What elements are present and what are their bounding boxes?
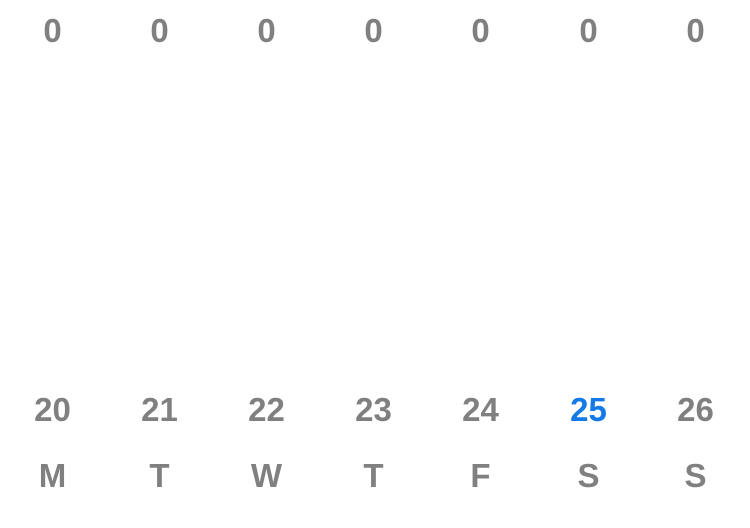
day-weekday: F: [470, 457, 491, 494]
day-date: 22: [248, 391, 285, 428]
day-date: 21: [141, 391, 178, 428]
day-count: 0: [471, 12, 490, 49]
day-weekday: T: [149, 457, 170, 494]
day-count: 0: [579, 12, 598, 49]
day-date: 20: [34, 391, 71, 428]
day-count: 0: [686, 12, 705, 49]
day-date: 26: [677, 391, 714, 428]
day-weekday: W: [250, 457, 283, 494]
day-column-sunday[interactable]: [642, 0, 749, 528]
day-column-wednesday[interactable]: [213, 0, 320, 528]
day-column-friday[interactable]: [427, 0, 534, 528]
day-count: 0: [364, 12, 383, 49]
day-count: 0: [43, 12, 62, 49]
day-column-saturday[interactable]: [535, 0, 642, 528]
day-count: 0: [150, 12, 169, 49]
day-column-tuesday[interactable]: [106, 0, 213, 528]
day-date: 24: [462, 391, 499, 428]
day-weekday: M: [38, 457, 67, 494]
day-column-thursday[interactable]: [320, 0, 427, 528]
day-weekday: T: [363, 457, 384, 494]
day-date: 23: [355, 391, 392, 428]
day-weekday: S: [684, 457, 707, 494]
day-date-today: 25: [570, 391, 607, 428]
day-count: 0: [257, 12, 276, 49]
day-column-monday[interactable]: [0, 0, 106, 528]
day-weekday: S: [577, 457, 600, 494]
